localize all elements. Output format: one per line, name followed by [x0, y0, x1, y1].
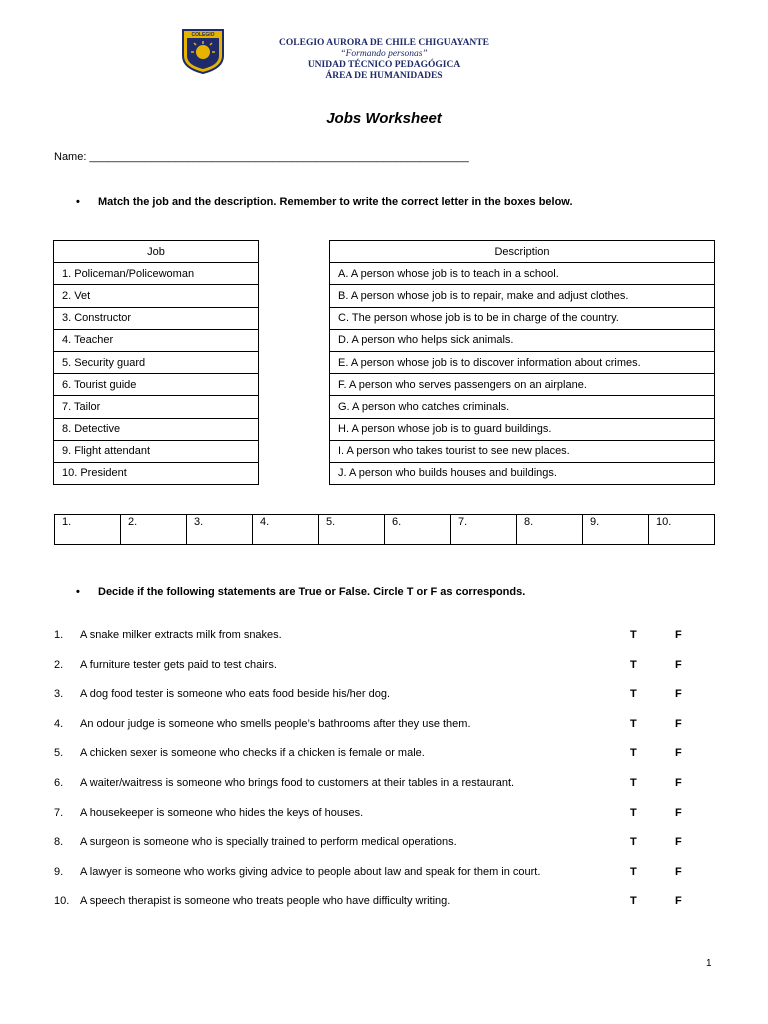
statement-number: 5.: [54, 747, 64, 760]
page-title: Jobs Worksheet: [326, 110, 442, 127]
false-option[interactable]: F: [675, 717, 682, 730]
job-cell: 6. Tourist guide: [54, 374, 259, 396]
description-cell: B. A person whose job is to repair, make and adjust clothes.: [330, 285, 715, 307]
answer-box[interactable]: 2.: [121, 515, 187, 545]
statement-number: 9.: [54, 865, 64, 878]
false-option[interactable]: F: [675, 629, 682, 641]
answer-box[interactable]: 7.: [451, 515, 517, 545]
description-row: [330, 307, 715, 329]
description-row: [330, 285, 715, 307]
job-row: [54, 329, 259, 351]
description-cell: C. The person whose job is to be in charge of the country.: [330, 307, 715, 329]
exercise1-instruction: • Match the job and the description. Remember to write the correct letter in the boxes below.: [76, 196, 573, 208]
school-motto: “Formando personas”: [340, 49, 428, 59]
answer-box[interactable]: 6.: [385, 515, 451, 545]
job-cell: 4. Teacher: [54, 329, 259, 351]
description-row: [330, 329, 715, 351]
false-option[interactable]: F: [675, 806, 682, 819]
job-row: [54, 263, 259, 285]
svg-text:COLEGIO: COLEGIO: [191, 32, 215, 38]
statement-text: A lawyer is someone who works giving advice to people about law and speak for them in court.: [80, 865, 541, 878]
true-option[interactable]: T: [630, 747, 637, 760]
description-cell: I. A person who takes tourist to see new places.: [330, 440, 715, 462]
statement-number: 6.: [54, 777, 64, 789]
statement-text: A chicken sexer is someone who checks if a chicken is female or male.: [80, 747, 425, 760]
bullet-icon: •: [76, 196, 80, 208]
job-table: [53, 240, 259, 485]
job-cell: 8. Detective: [54, 418, 259, 440]
description-cell: F. A person who serves passengers on an airplane.: [330, 374, 715, 396]
description-cell: J. A person who builds houses and buildings.: [330, 462, 715, 484]
true-option[interactable]: T: [630, 865, 637, 878]
area-name: ÁREA DE HUMANIDADES: [325, 71, 443, 81]
false-option[interactable]: F: [675, 865, 682, 878]
statement-number: 7.: [54, 806, 64, 819]
false-option[interactable]: F: [675, 747, 682, 760]
false-option[interactable]: F: [675, 836, 682, 849]
statement-text: A snake milker extracts milk from snakes.: [80, 629, 282, 641]
job-row: [54, 351, 259, 373]
description-row: [330, 374, 715, 396]
true-option[interactable]: T: [630, 717, 637, 730]
false-option[interactable]: F: [675, 895, 682, 908]
job-header: Job: [54, 241, 259, 263]
school-name: COLEGIO AURORA DE CHILE CHIGUAYANTE: [279, 38, 489, 48]
statement-text: A surgeon is someone who is specially trained to perform medical operations.: [80, 836, 457, 849]
false-option[interactable]: F: [675, 658, 682, 671]
description-row: [330, 418, 715, 440]
description-row: [330, 440, 715, 462]
description-row: [330, 462, 715, 484]
true-option[interactable]: T: [630, 688, 637, 701]
description-header: Description: [330, 241, 715, 263]
answer-box[interactable]: 8.: [517, 515, 583, 545]
statement-text: An odour judge is someone who smells people’s bathrooms after they use them.: [80, 717, 471, 730]
description-cell: D. A person who helps sick animals.: [330, 329, 715, 351]
statement-text: A dog food tester is someone who eats food beside his/her dog.: [80, 688, 391, 701]
school-header: [240, 38, 528, 82]
bullet-icon: •: [76, 586, 80, 598]
job-row: [54, 307, 259, 329]
true-option[interactable]: T: [630, 777, 637, 789]
description-cell: G. A person who catches criminals.: [330, 396, 715, 418]
statement-text: A speech therapist is someone who treats people who have difficulty writing.: [80, 895, 451, 908]
job-cell: 5. Security guard: [54, 351, 259, 373]
statement-number: 2.: [54, 658, 64, 671]
job-cell: 2. Vet: [54, 285, 259, 307]
statement-number: 4.: [54, 717, 64, 730]
answer-boxes: [54, 514, 715, 545]
exercise2-instruction: • Decide if the following statements are True or False. Circle T or F as corresponds.: [76, 586, 526, 598]
false-option[interactable]: F: [675, 688, 682, 701]
job-cell: 1. Policeman/Policewoman: [54, 263, 259, 285]
statement-number: 1.: [54, 629, 64, 641]
answer-box[interactable]: 4.: [253, 515, 319, 545]
job-row: [54, 396, 259, 418]
job-row: [54, 285, 259, 307]
description-cell: A. A person whose job is to teach in a school.: [330, 263, 715, 285]
answer-box[interactable]: 10.: [649, 515, 715, 545]
true-option[interactable]: T: [630, 629, 637, 641]
false-option[interactable]: F: [675, 777, 682, 789]
true-option[interactable]: T: [630, 836, 637, 849]
school-crest-logo: [181, 28, 225, 74]
job-cell: 7. Tailor: [54, 396, 259, 418]
unit-name: UNIDAD TÉCNICO PEDAGÓGICA: [307, 60, 461, 70]
statement-number: 3.: [54, 688, 64, 701]
description-cell: E. A person whose job is to discover information about crimes.: [330, 351, 715, 373]
statement-text: A furniture tester gets paid to test chairs.: [80, 658, 277, 671]
description-row: [330, 351, 715, 373]
description-row: [330, 396, 715, 418]
description-table: [329, 240, 715, 485]
description-row: [330, 263, 715, 285]
answer-box[interactable]: 5.: [319, 515, 385, 545]
page-number: 1: [706, 958, 712, 969]
job-cell: 9. Flight attendant: [54, 440, 259, 462]
job-row: [54, 440, 259, 462]
job-row: [54, 374, 259, 396]
job-cell: 3. Constructor: [54, 307, 259, 329]
statement-text: A waiter/waitress is someone who brings food to customers at their tables in a restaurant.: [80, 777, 515, 789]
job-cell: 10. President: [54, 462, 259, 484]
true-option[interactable]: T: [630, 658, 637, 671]
true-option[interactable]: T: [630, 806, 637, 819]
answer-box[interactable]: 9.: [583, 515, 649, 545]
name-field[interactable]: Name: ______________________________________________________________: [54, 151, 469, 163]
statement-number: 8.: [54, 836, 64, 849]
answer-box[interactable]: 1.: [55, 515, 121, 545]
job-row: [54, 462, 259, 484]
true-option[interactable]: T: [630, 895, 637, 908]
statement-text: A housekeeper is someone who hides the keys of houses.: [80, 806, 364, 819]
answer-box[interactable]: 3.: [187, 515, 253, 545]
job-row: [54, 418, 259, 440]
description-cell: H. A person whose job is to guard buildings.: [330, 418, 715, 440]
statement-number: 10.: [54, 895, 70, 908]
